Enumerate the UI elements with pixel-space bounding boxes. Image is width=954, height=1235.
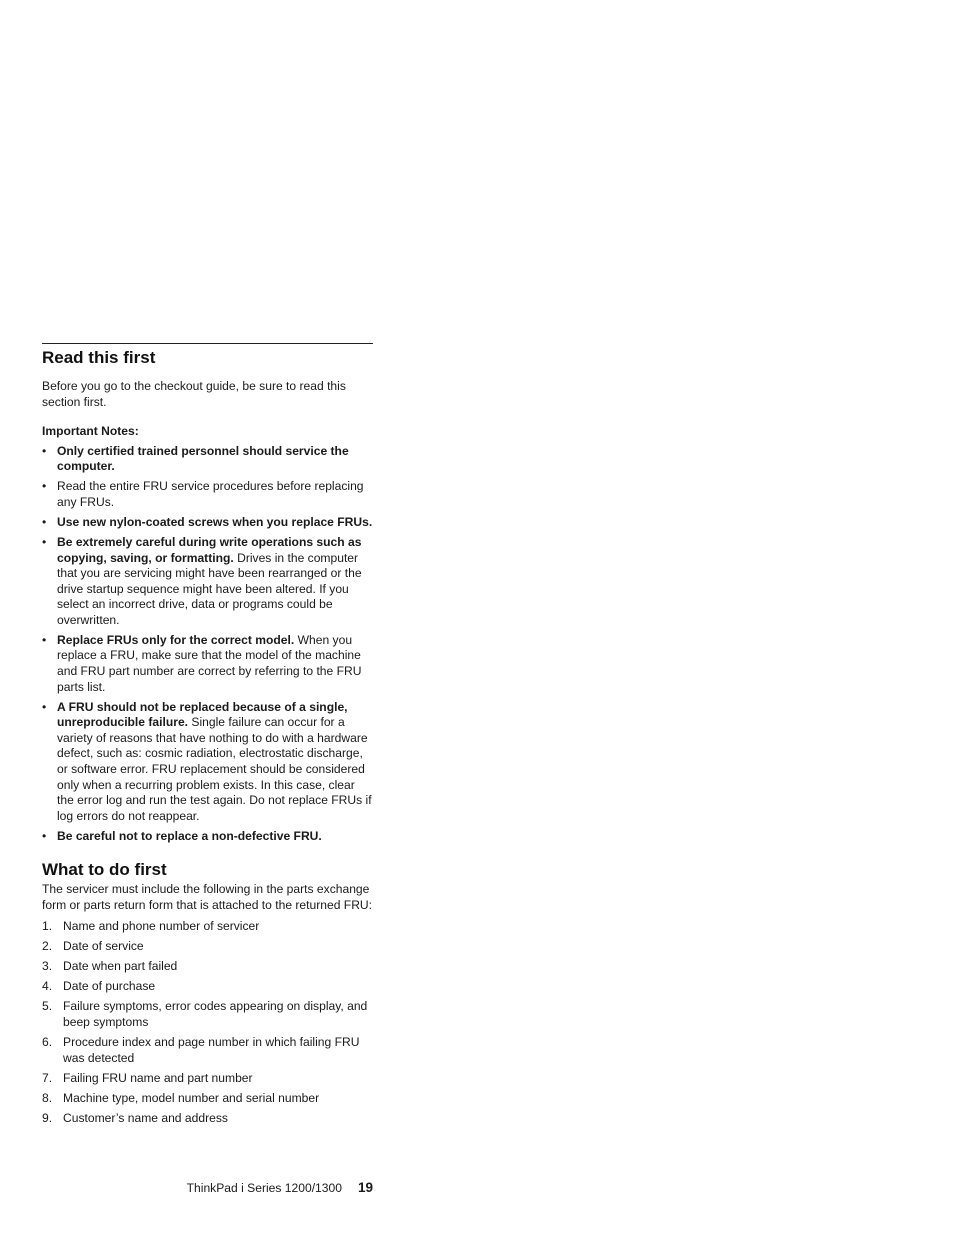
note-item: • Read the entire FRU service procedures before replacing any FRUs.: [42, 479, 364, 509]
bullet-icon: •: [42, 443, 47, 458]
section-title-read-first: Read this first: [42, 348, 156, 367]
section-title-what-first: What to do first: [42, 860, 167, 880]
book-title: ThinkPad i Series 1200/1300: [186, 1181, 342, 1195]
required-info-list: [42, 919, 373, 1127]
note-item: • Be extremely careful during write operations such as copying, saving, or formatting. Drives in the computer that you are servicing might have been rearranged or the drive startup sequence might have been altered. If you select an incorrect drive, data or programs could be overwritten.: [42, 534, 362, 627]
page-number: 19: [357, 1180, 373, 1195]
list-item: 3. Date when part failed: [42, 958, 178, 973]
note-item: • Be careful not to replace a non-defective FRU.: [42, 828, 322, 843]
section-rule: [42, 343, 373, 344]
note-item: • Only certified trained personnel should service the computer.: [42, 443, 349, 474]
content-column: [42, 343, 373, 1131]
list-item: 7. Failing FRU name and part number: [42, 1070, 253, 1085]
section-intro: Before you go to the checkout guide, be sure to read this section first.: [42, 379, 346, 409]
list-item: 2. Date of service: [42, 938, 144, 953]
list-item: 4. Date of purchase: [42, 979, 156, 994]
note-item: • Replace FRUs only for the correct model. When you replace a FRU, make sure that the model of the machine and FRU part number are correct by referring to the FRU parts list.: [42, 632, 362, 694]
list-item: 8. Machine type, model number and serial number: [42, 1091, 320, 1106]
bullet-icon: •: [42, 479, 47, 494]
list-item: 5. Failure symptoms, error codes appearing on display, and beep symptoms: [42, 999, 368, 1029]
page-footer: [42, 1180, 373, 1196]
list-item: 6. Procedure index and page number in which failing FRU was detected: [42, 1035, 360, 1065]
important-notes-list: [42, 444, 373, 845]
bullet-icon: •: [42, 828, 47, 843]
note-item: • A FRU should not be replaced because of a single, unreproducible failure. Single failure can occur for a variety of reasons that have nothing to do with a hardware defect, such as: cosmic radiation, electrostatic discharge, or software error. FRU replacement should be considered only when a recurring problem exists. In this case, clear the error log and run the test again. Do not replace FRUs if log errors do not reappear.: [42, 699, 372, 823]
note-item: • Use new nylon-coated screws when you replace FRUs.: [42, 514, 373, 529]
bullet-icon: •: [42, 534, 47, 549]
list-item: 1. Name and phone number of servicer: [42, 918, 260, 933]
section2-intro: The servicer must include the following in the parts exchange form or parts return form that is attached to the returned FRU:: [42, 882, 373, 912]
notes-heading: Important Notes:: [42, 424, 139, 439]
list-item: 9. Customer’s name and address: [42, 1111, 228, 1126]
bullet-icon: •: [42, 699, 47, 714]
bullet-icon: •: [42, 632, 47, 647]
bullet-icon: •: [42, 514, 47, 529]
